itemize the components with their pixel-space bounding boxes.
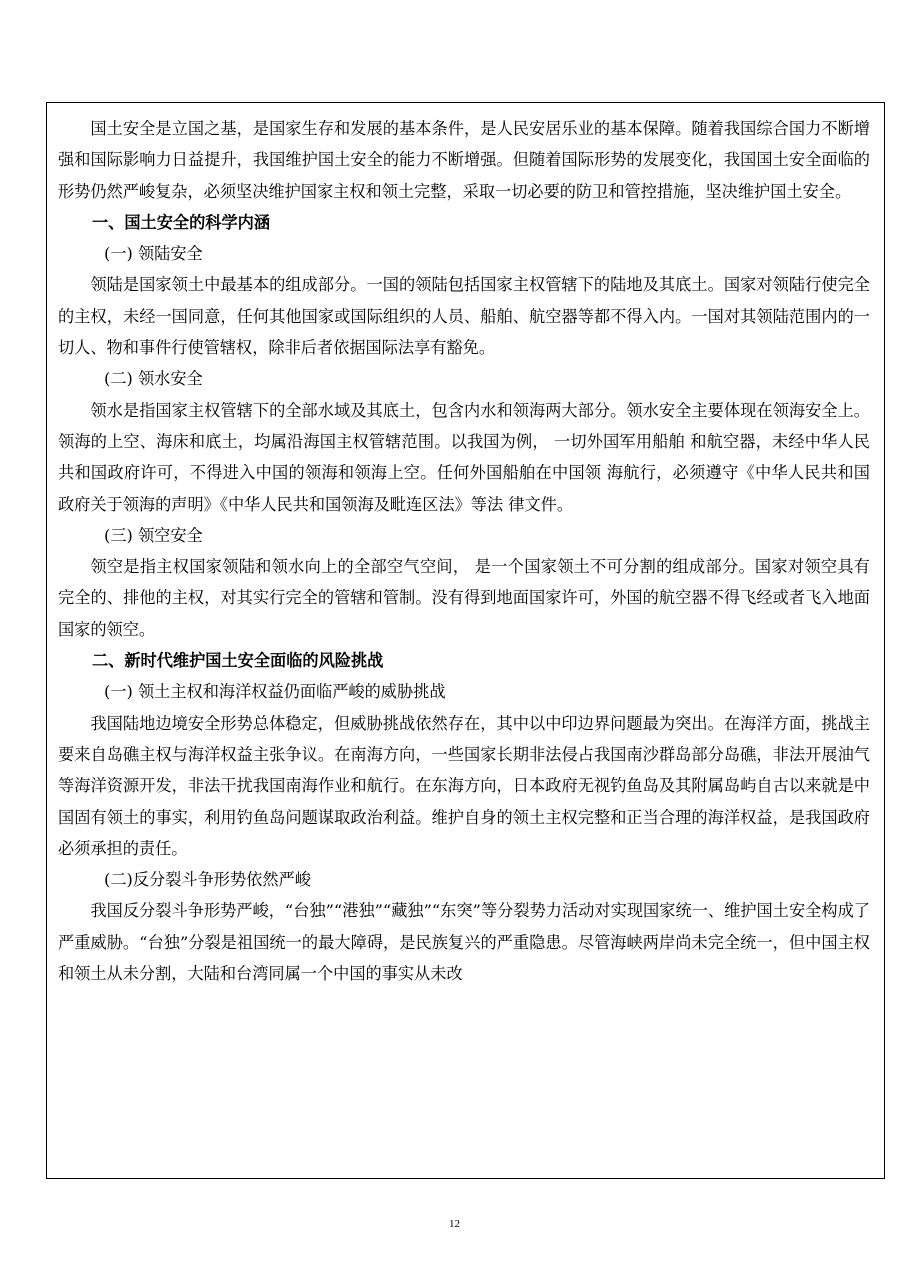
subsection-land-paragraph: 领陆是国家领土中最基本的组成部分。一国的领陆包括国家主权管辖下的陆地及其底土。国家对领陆行使完全的主权，未经一国同意，任何其他国家或国际组织的人员、船舶、航空器等都不得入内。一国对其领陆范围内的一切人、物和事件行使管辖权，除非后者依据国际法享有豁免。: [58, 275, 870, 358]
document-body: [58, 113, 870, 989]
subsection-anti-separatism-heading: (二)反分裂斗争形势依然严峻: [104, 870, 311, 890]
page-number: 12: [449, 1218, 460, 1230]
intro-paragraph: 国土安全是立国之基，是国家生存和发展的基本条件，是人民安居乐业的基本保障。随着我国综合国力不断增强和国际影响力日益提升，我国维护国土安全的能力不断增强。但随着国际形势的发展变化，我国国土安全面临的形势仍然严峻复杂，必须坚决维护国家主权和领土完整，采取一切必要的防卫和管控措施，坚决维护国土安全。: [58, 119, 870, 201]
subsection-air-heading: (三) 领空安全: [104, 525, 203, 545]
subsection-water-heading: (二) 领水安全: [104, 369, 203, 389]
subsection-land-heading: (一) 领陆安全: [104, 244, 203, 264]
section-2-heading: 二、新时代维护国土安全面临的风险挑战: [92, 651, 384, 671]
subsection-sovereignty-paragraph: 我国陆地边境安全形势总体稳定，但威胁挑战依然存在，其中以中印边界问题最为突出。在海洋方面，挑战主要来自岛礁主权与海洋权益主张争议。在南海方向，一些国家长期非法侵占我国南沙群岛部分岛礁，非法开展油气等海洋资源开发，非法干扰我国南海作业和航行。在东海方向，日本政府无视钓鱼岛及其附属岛屿自古以来就是中国固有领土的事实，利用钓鱼岛问题谋取政治利益。维护自身的领土主权完整和正当合理的海洋权益，是我国政府必须承担的责任。: [58, 713, 870, 858]
subsection-water-paragraph: 领水是指国家主权管辖下的全部水域及其底土，包含内水和领海两大部分。领水安全主要体现在领海安全上。领海的上空、海床和底土，均属沿海国主权管辖范围。以我国为例， 一切外国军用船舶 和航空器，未经中华人民共和国政府许可，不得进入中国的领海和领海上空。任何外国船舶在中国领 海航行，必须遵守《中华人民共和国政府关于领海的声明》《中华人民共和国领海及毗连区法》等法 律文件。: [58, 400, 870, 514]
section-1-heading: 一、国土安全的科学内涵: [92, 212, 271, 232]
subsection-sovereignty-heading: (一) 领土主权和海洋权益仍面临严峻的威胁挑战: [104, 682, 446, 702]
subsection-anti-separatism-paragraph: 我国反分裂斗争形势严峻，“台独”“港独”“藏独”“东突”等分裂势力活动对实现国家统一、维护国土安全构成了严重威胁。“台独”分裂是祖国统一的最大障碍，是民族复兴的严重隐患。尽管海峡两岸尚未完全统一，但中国主权和领土从未分割，大陆和台湾同属一个中国的事实从未改: [58, 901, 870, 984]
subsection-air-paragraph: 领空是指主权国家领陆和领水向上的全部空气空间， 是一个国家领土不可分割的组成部分。国家对领空具有完全的、排他的主权，对其实行完全的管辖和管制。没有得到地面国家许可，外国的航空器不得飞经或者飞入地面国家的领空。: [58, 557, 870, 639]
